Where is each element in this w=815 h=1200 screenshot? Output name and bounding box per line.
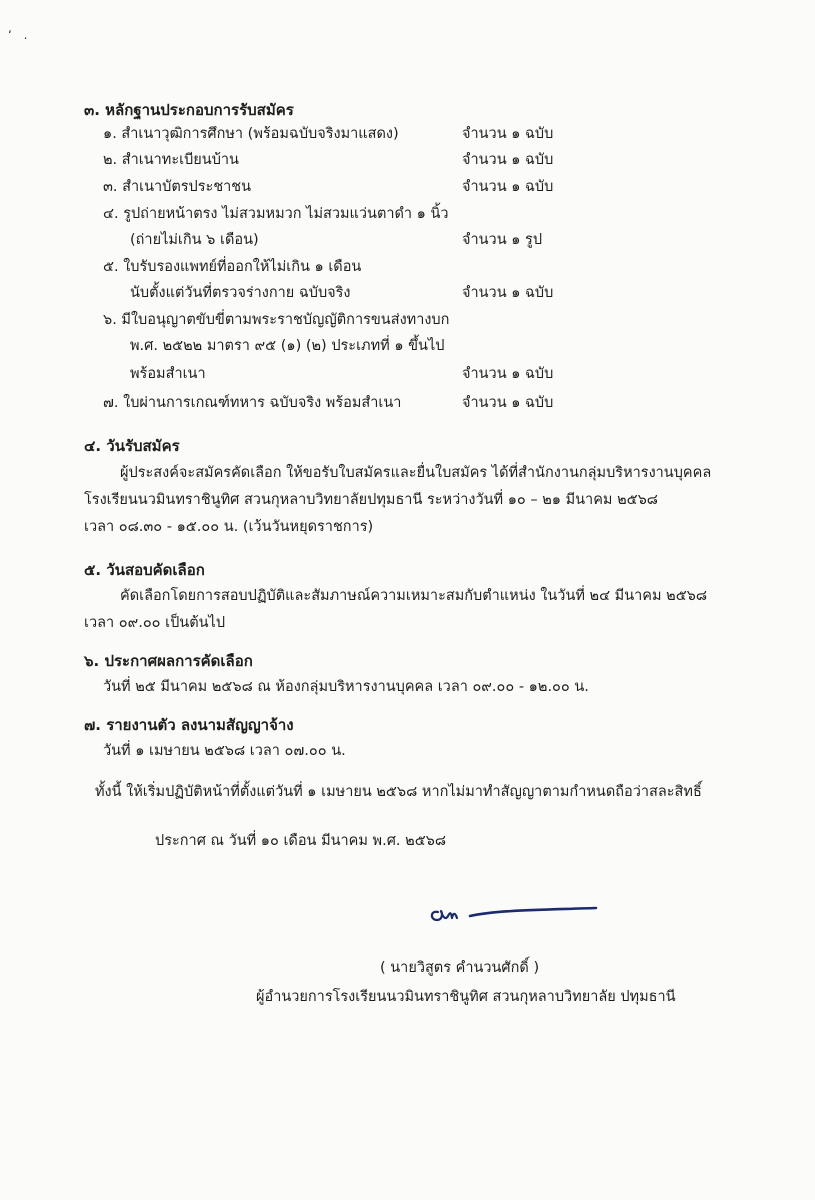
doc-item-5-label-cont: นับตั้งแต่วันที่ตรวจร่างกาย ฉบับจริง bbox=[130, 285, 351, 301]
section4-line1: ผู้ประสงค์จะสมัครคัดเลือก ให้ขอรับใบสมัครและยื่นใบสมัคร ได้ที่สำนักงานกลุ่มบริหารงานบุคคล bbox=[120, 465, 712, 481]
section5-heading: ๕. วันสอบคัดเลือก bbox=[84, 561, 205, 579]
doc-item-7-qty: จำนวน ๑ ฉบับ bbox=[462, 395, 554, 411]
announce-date: ประกาศ ณ วันที่ ๑๐ เดือน มีนาคม พ.ศ. ๒๕๖๘ bbox=[155, 833, 447, 849]
doc-item-3-label: ๓. สำเนาบัตรประชาชน bbox=[103, 179, 252, 195]
section5-line1: คัดเลือกโดยการสอบปฏิบัติและสัมภาษณ์ความเหมาะสมกับตำแหน่ง ในวันที่ ๒๔ มีนาคม ๒๕๖๘ bbox=[120, 588, 708, 604]
signer-name: ( นายวิสูตร คำนวนศักดิ์ ) bbox=[380, 960, 540, 976]
doc-item-6-label-cont: พ.ศ. ๒๕๒๒ มาตรา ๙๕ (๑) (๒) ประเภทที่ ๑ ขึ้นไป bbox=[130, 338, 445, 354]
section7-line1: วันที่ ๑ เมษายน ๒๕๖๘ เวลา ๐๗.๐๐ น. bbox=[103, 743, 346, 759]
doc-item-5-label: ๕. ใบรับรองแพทย์ที่ออกให้ไม่เกิน ๑ เดือน bbox=[103, 259, 362, 275]
doc-item-3-qty: จำนวน ๑ ฉบับ bbox=[462, 179, 554, 195]
signer-position: ผู้อำนวยการโรงเรียนนวมินทราชินูทิศ สวนกุหลาบวิทยาลัย ปทุมธานี bbox=[256, 989, 676, 1005]
doc-item-1-label: ๑. สำเนาวุฒิการศึกษา (พร้อมฉบับจริงมาแสดง) bbox=[103, 126, 399, 142]
doc-item-4-label: ๔. รูปถ่ายหน้าตรง ไม่สวมหมวก ไม่สวมแว่นตาดำ ๑ นิ้ว bbox=[103, 206, 449, 222]
closing-text: ทั้งนี้ ให้เริ่มปฏิบัติหน้าที่ตั้งแต่วันที่ ๑ เมษายน ๒๕๖๘ หากไม่มาทำสัญญาตามกำหนดถือว่าสละสิทธิ์ bbox=[95, 784, 702, 800]
doc-item-4-label-cont: (ถ่ายไม่เกิน ๖ เดือน) bbox=[130, 232, 259, 248]
section4-heading: ๔. วันรับสมัคร bbox=[84, 437, 180, 455]
doc-item-4-qty: จำนวน ๑ รูป bbox=[462, 232, 543, 248]
section6-line1: วันที่ ๒๕ มีนาคม ๒๕๖๘ ณ ห้องกลุ่มบริหารงานบุคคล เวลา ๐๙.๐๐ - ๑๒.๐๐ น. bbox=[103, 679, 589, 695]
doc-item-7-label: ๗. ใบผ่านการเกณฑ์ทหาร ฉบับจริง พร้อมสำเนา bbox=[103, 395, 402, 411]
section3-heading: ๓. หลักฐานประกอบการรับสมัคร bbox=[84, 101, 294, 119]
section6-heading: ๖. ประกาศผลการคัดเลือก bbox=[84, 652, 253, 670]
section7-heading: ๗. รายงานตัว ลงนามสัญญาจ้าง bbox=[84, 716, 294, 734]
doc-item-5-qty: จำนวน ๑ ฉบับ bbox=[462, 285, 554, 301]
doc-item-2-label: ๒. สำเนาทะเบียนบ้าน bbox=[103, 152, 239, 168]
section4-line2: โรงเรียนนวมินทราชินูทิศ สวนกุหลาบวิทยาลัยปทุมธานี ระหว่างวันที่ ๑๐ – ๒๑ มีนาคม ๒๕๖๘ bbox=[84, 492, 658, 508]
section4-line3: เวลา ๐๘.๓๐ - ๑๕.๐๐ น. (เว้นวันหยุดราชการ) bbox=[84, 519, 374, 535]
doc-item-6-label-cont2: พร้อมสำเนา bbox=[130, 366, 206, 382]
doc-item-6-label: ๖. มีใบอนุญาตขับขี่ตามพระราชบัญญัติการขนส่งทางบก bbox=[103, 312, 450, 328]
corner-mark: ‘ . bbox=[8, 28, 32, 42]
section5-line2: เวลา ๐๙.๐๐ เป็นต้นไป bbox=[84, 615, 226, 631]
doc-item-2-qty: จำนวน ๑ ฉบับ bbox=[462, 152, 554, 168]
doc-item-1-qty: จำนวน ๑ ฉบับ bbox=[462, 126, 554, 142]
signature-image bbox=[428, 896, 603, 930]
doc-item-6-qty: จำนวน ๑ ฉบับ bbox=[462, 366, 554, 382]
